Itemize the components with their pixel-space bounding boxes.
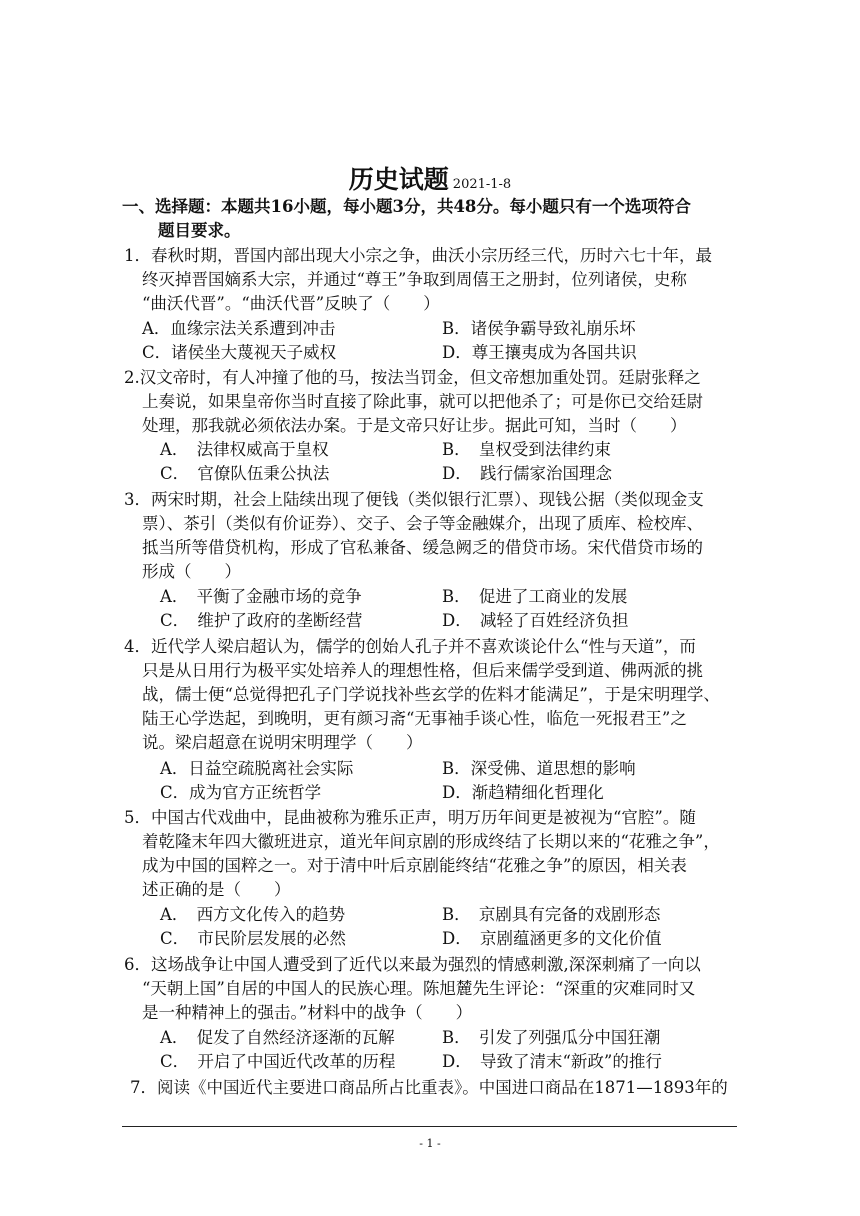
q3-line1: 3．两宋时期，社会上陆续出现了便钱（类似银行汇票）、现钱公据（类似现金支: [124, 490, 704, 509]
q1-option-b: B．诸侯争霸导致礼崩乐坏: [442, 319, 636, 338]
q1-option-d: D．尊王攘夷成为各国共识: [442, 343, 637, 362]
q1-line1: 1．春秋时期，晋国内部出现大小宗之争，曲沃小宗历经三代，历时六七十年，最: [124, 246, 712, 265]
q1-line3: “曲沃代晋”。“曲沃代晋”反映了（ ）: [142, 294, 440, 313]
q1-line2: 终灭掉晋国嫡系大宗，并通过“尊王”争取到周僖王之册封，位列诸侯，史称: [142, 270, 687, 289]
q3-option-c: C． 维护了政府的垄断经营: [160, 611, 363, 630]
q2-option-b: B． 皇权受到法律约束: [442, 440, 611, 459]
q4-line2: 只是从日用行为极平实处培养人的理想性格，但后来儒学受到道、佛两派的挑: [142, 661, 703, 680]
q2-line3: 处理，那我就必须依法办案。于是文帝只好让步。据此可知，当时（ ）: [142, 416, 687, 435]
q2-line1: 2.汉文帝时，有人冲撞了他的马，按法当罚金，但文帝想加重处罚。廷尉张释之: [124, 368, 701, 387]
page-number: - 1 -: [419, 1137, 441, 1150]
q4-line5: 说。梁启超意在说明宋明理学（ ）: [142, 733, 423, 752]
q6-option-d: D． 导致了清末“新政”的推行: [442, 1052, 662, 1071]
exam-date: 2021-1-8: [452, 177, 512, 192]
q4-option-b: B．深受佛、道思想的影响: [442, 759, 636, 778]
q4-line1: 4．近代学人梁启超认为，儒学的创始人孔子并不喜欢谈论什么“性与天道”，而: [124, 637, 696, 656]
q2-option-a: A． 法律权威高于皇权: [160, 440, 329, 459]
q3-option-d: D． 减轻了百姓经济负担: [442, 611, 629, 630]
q4-line4: 陆王心学迭起，到晚明，更有颜习斋“无事袖手谈心性，临危一死报君王”之: [142, 709, 687, 728]
q5-option-a: A． 西方文化传入的趋势: [160, 905, 346, 924]
q2-option-c: C． 官僚队伍秉公执法: [160, 464, 330, 483]
q5-option-c: C． 市民阶层发展的必然: [160, 929, 346, 948]
q5-line4: 述正确的是（ ）: [142, 880, 291, 899]
q6-option-b: B． 引发了列强瓜分中国狂潮: [442, 1028, 661, 1047]
q1-option-a: A．血缘宗法关系遭到冲击: [142, 319, 336, 338]
section-heading-line2: 题目要求。: [158, 221, 241, 240]
section-heading-line1: 一、选择题：本题共16小题，每小题3分，共48分。每小题只有一个选项符合: [122, 197, 691, 216]
q4-option-d: D．渐趋精细化哲理化: [442, 783, 604, 802]
q4-option-c: C．成为官方正统哲学: [160, 783, 322, 802]
q6-line3: 是一种精神上的强击。”材料中的战争（ ）: [142, 1003, 473, 1022]
q3-option-b: B． 促进了工商业的发展: [442, 587, 628, 606]
q3-line4: 形成（ ）: [142, 562, 241, 581]
q3-option-a: A． 平衡了金融市场的竞争: [160, 587, 362, 606]
q3-line2: 票）、茶引（类似有价证券）、交子、会子等金融媒介，出现了质库、检校库、: [142, 514, 703, 533]
q3-line3: 抵当所等借贷机构，形成了官私兼备、缓急阙乏的借贷市场。宋代借贷市场的: [142, 538, 703, 557]
q5-line2: 着乾隆末年四大徽班进京，道光年间京剧的形成终结了长期以来的“花雅之争”，: [142, 832, 720, 851]
q6-option-a: A． 促发了自然经济逐渐的瓦解: [160, 1028, 395, 1047]
q6-line1: 6．这场战争让中国人遭受到了近代以来最为强烈的情感刺激,深深刺痛了一向以: [124, 955, 701, 974]
subject-title-row: [0, 160, 860, 196]
q6-option-c: C． 开启了中国近代改革的历程: [160, 1052, 396, 1071]
subject-title: 历史试题: [348, 165, 449, 194]
q4-option-a: A．日益空疏脱离社会实际: [160, 759, 354, 778]
q2-line2: 上奏说，如果皇帝你当时直接了除此事，就可以把他杀了；可是你已交给廷尉: [142, 392, 703, 411]
q7-line1: 7．阅读《中国近代主要进口商品所占比重表》。中国进口商品在1871—1893年的: [130, 1078, 728, 1097]
q5-line3: 成为中国的国粹之一。对于清中叶后京剧能终结“花雅之争”的原因，相关表: [142, 856, 687, 875]
q6-line2: “天朝上国”自居的中国人的民族心理。陈旭麓先生评论：“深重的灾难同时又: [142, 979, 696, 998]
q1-option-c: C．诸侯坐大蔑视天子威权: [142, 343, 337, 362]
footer-rule: [122, 1126, 737, 1127]
q2-option-d: D． 践行儒家治国理念: [442, 464, 612, 483]
q5-line1: 5．中国古代戏曲中，昆曲被称为雅乐正声，明万历年间更是被视为“官腔”。随: [124, 808, 696, 827]
q5-option-b: B． 京剧具有完备的戏剧形态: [442, 905, 661, 924]
q4-line3: 战，儒士便“总觉得把孔子门学说找补些玄学的佐料才能满足”，于是宋明理学、: [142, 685, 720, 704]
q5-option-d: D． 京剧蕴涵更多的文化价值: [442, 929, 662, 948]
